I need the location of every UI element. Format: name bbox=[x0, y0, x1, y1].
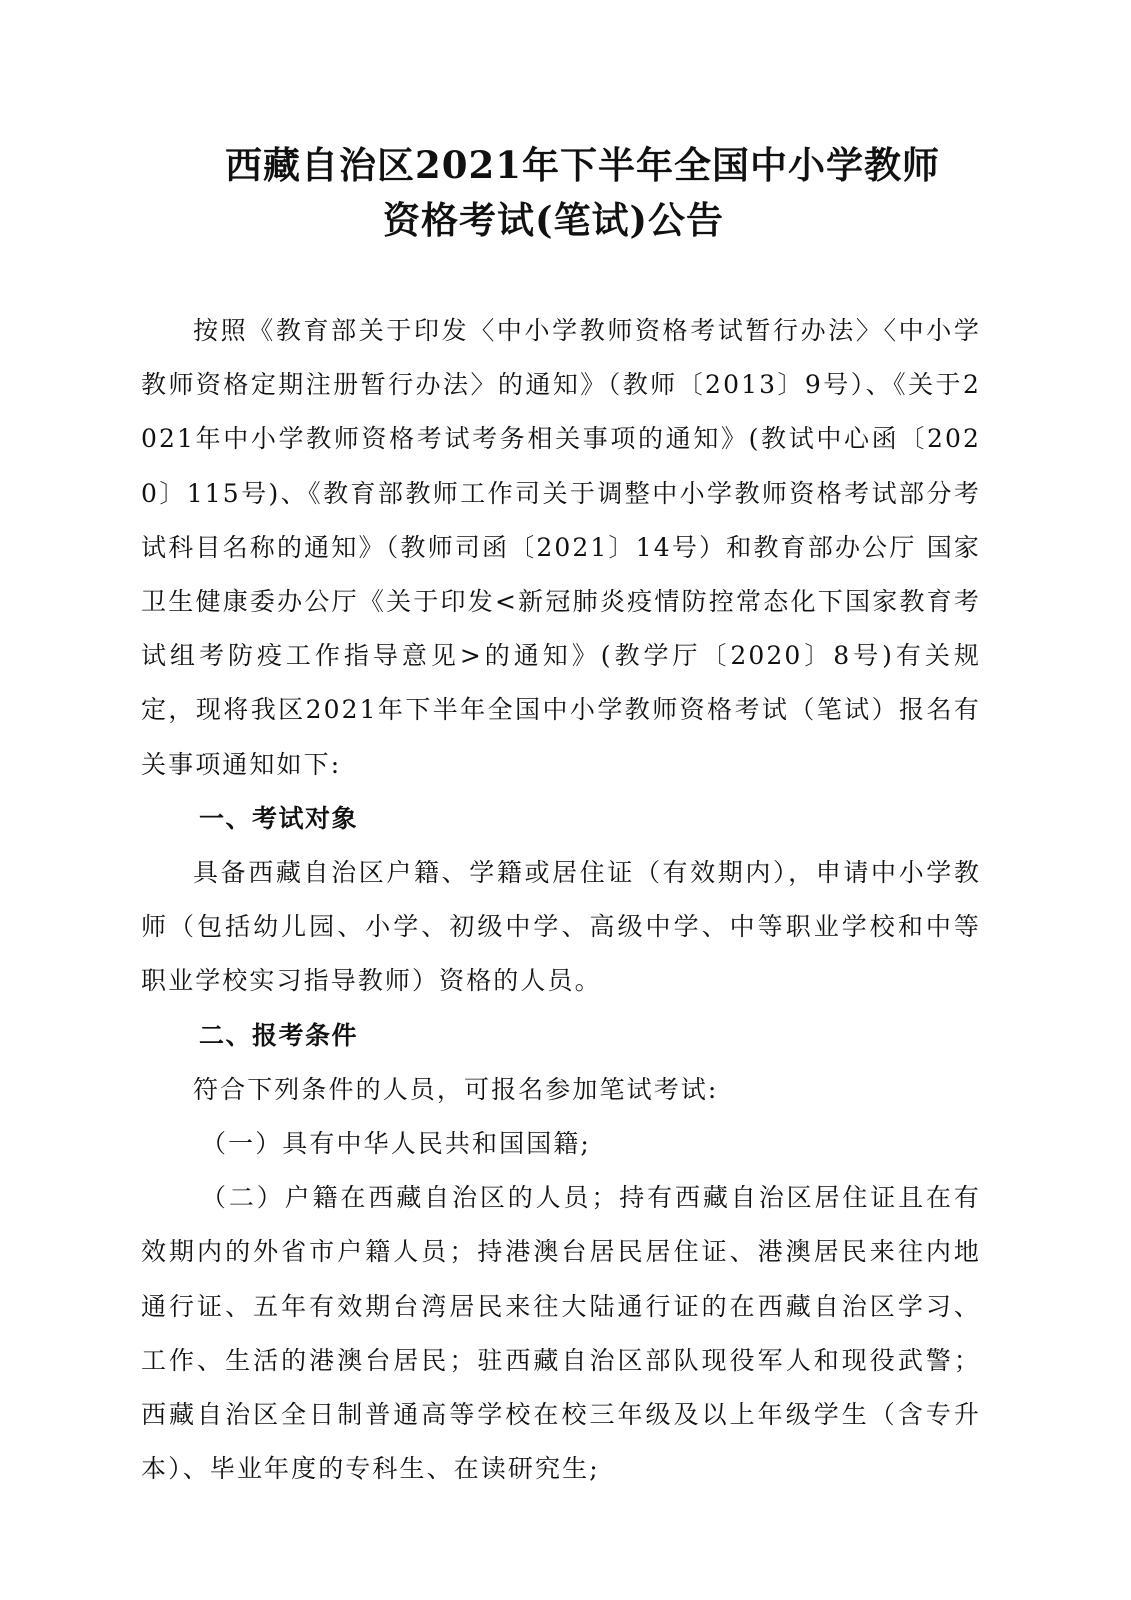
section2-intro: 符合下列条件的人员，可报名参加笔试考试: bbox=[193, 1074, 719, 1104]
condition-item-2: （二）户籍在西藏自治区的人员；持有西藏自治区居住证且在有效期内的外省市户籍人员；持港澳台居民居住证、港澳居民来往内地通行证、五年有效期台湾居民来往大陆通行证的在西藏自治区学习、工作、生活的港澳台居民；驻西藏自治区部队现役军人和现役武警；西藏自治区全日制普通高等学校在校三年级及以上年级学生（含专升本）、毕业年度的专科生、在读研究生; bbox=[141, 1183, 981, 1484]
section2-heading: 二、报考条件 bbox=[199, 1020, 359, 1050]
section1-heading: 一、考试对象 bbox=[199, 803, 359, 833]
condition-item-1: （一）具有中华人民共和国国籍; bbox=[201, 1129, 591, 1159]
intro-paragraph: 按照《教育部关于印发〈中小学教师资格考试暂行办法〉〈中小学教师资格定期注册暂行办法〉的通知》（教师〔2013〕9号）、《关于2021年中小学教师资格考试考务相关事项的通知》(教试中心函〔2020〕115号)、《教育部教师工作司关于调整中小学教师资格考试部分考试科目名称的通知》（教师司函〔2021〕14号）和教育部办公厅 国家卫生健康委办公厅《关于印发<新冠肺炎疫情防控常态化下国家教育考试组考防疫工作指导意见>的通知》(教学厅〔2020〕8号)有关规定，现将我区2021年下半年全国中小学教师资格考试（笔试）报名有关事项通知如下: bbox=[141, 316, 981, 779]
document-title-line2: 资格考试(笔试)公告 bbox=[383, 198, 725, 242]
document-title-line1: 西藏自治区2021年下半年全国中小学教师 bbox=[225, 143, 940, 187]
document-body bbox=[141, 304, 981, 1496]
section1-paragraph: 具备西藏自治区户籍、学籍或居住证（有效期内），申请中小学教师（包括幼儿园、小学、初级中学、高级中学、中等职业学校和中等职业学校实习指导教师）资格的人员。 bbox=[141, 858, 981, 996]
